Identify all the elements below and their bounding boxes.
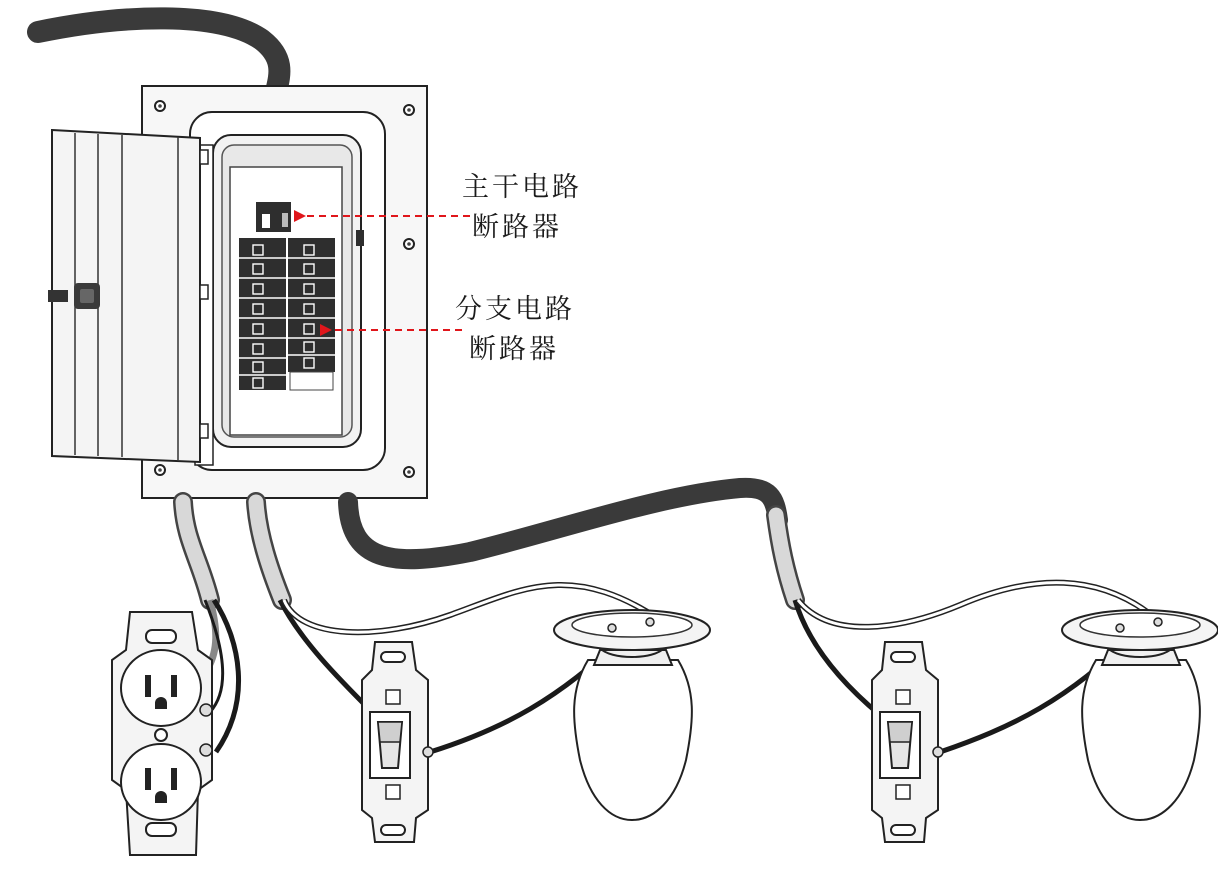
main-breaker [256, 202, 291, 232]
duplex-outlet [112, 612, 212, 855]
branch-breaker-label-line2: 断路器 [469, 334, 559, 365]
toggle-switch-1 [362, 642, 433, 842]
toggle-switch-2 [872, 642, 943, 842]
panel-door [48, 130, 208, 462]
branch-breaker-label-line1: 分支电路 [455, 294, 575, 325]
light-fixture-2 [1062, 610, 1218, 820]
main-breaker-label [462, 168, 582, 248]
main-breaker-label-line1: 主干电路 [462, 172, 582, 203]
supply-cable [38, 18, 279, 92]
branch-breakers-right [288, 238, 335, 390]
light-fixture-1 [554, 610, 710, 820]
branch-breakers-left [239, 238, 286, 390]
main-breaker-label-line2: 断路器 [472, 212, 562, 243]
branch-breaker-label [455, 290, 575, 370]
